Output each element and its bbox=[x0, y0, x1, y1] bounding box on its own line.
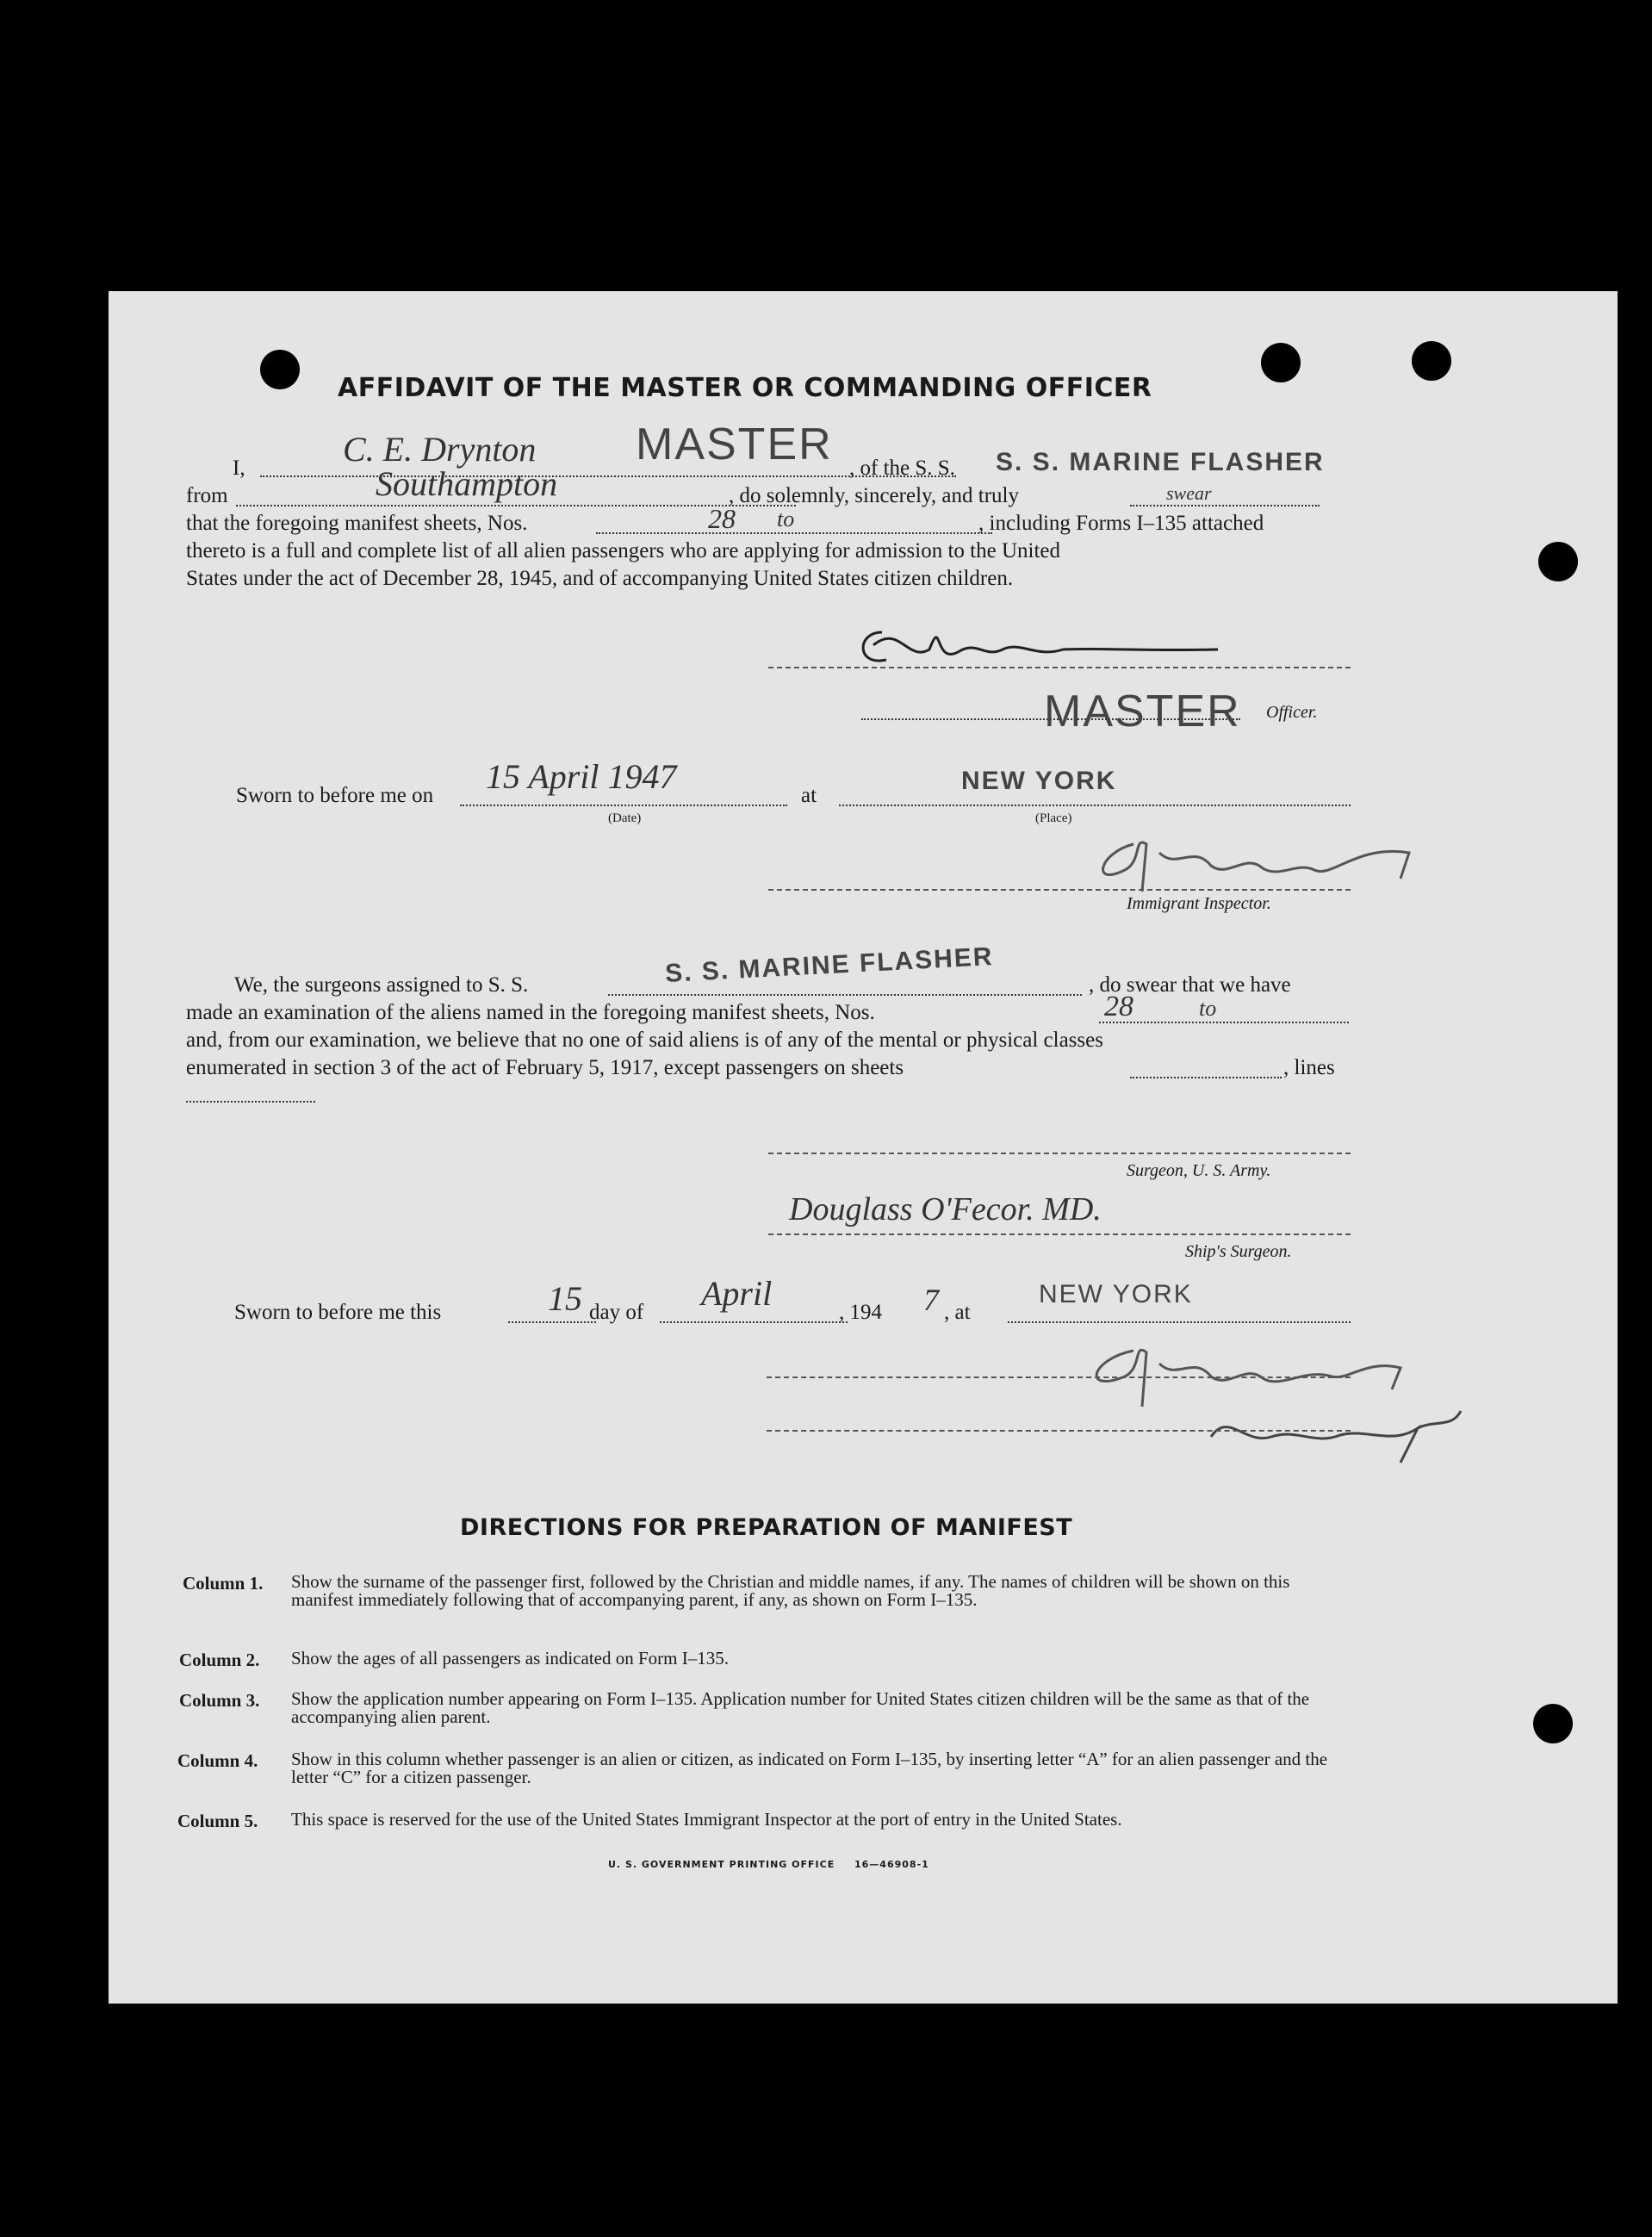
surgeons-line-4b: , lines bbox=[1283, 1056, 1335, 1079]
direction-text-3: Show the application number appearing on Form I–135. Application number for United States citizen children will be the same as that of the accompanying alien parent. bbox=[291, 1688, 1310, 1727]
place-stamp-2: NEW YORK bbox=[1039, 1280, 1193, 1308]
surgeons-line-1b: , do swear that we have bbox=[1089, 973, 1291, 997]
master-signature bbox=[848, 598, 1321, 675]
sworn-at-label-2: , at bbox=[944, 1301, 971, 1324]
sworn-date-line bbox=[460, 805, 787, 806]
direction-text-2: Show the ages of all passengers as indicated on Form I–135. bbox=[291, 1648, 729, 1668]
direction-text-5: This space is reserved for the use of the United States Immigrant Inspector at the port of entry in the United States. bbox=[291, 1809, 1122, 1830]
day-of-label: day of bbox=[589, 1301, 644, 1324]
surgeons-line-1a: We, the surgeons assigned to S. S. bbox=[234, 973, 529, 997]
surgeon-sheets-to: to bbox=[1199, 996, 1217, 1021]
punch-hole bbox=[1261, 343, 1301, 382]
officer-label: Officer. bbox=[1266, 703, 1318, 722]
lines-blank bbox=[186, 1101, 315, 1103]
officer-stamp: MASTER bbox=[1044, 687, 1241, 736]
of-ss-label: , of the S. S. bbox=[849, 457, 955, 480]
oath-line bbox=[1130, 505, 1320, 506]
direction-col-3: Column 3. bbox=[179, 1690, 260, 1711]
sheets-label: that the foregoing manifest sheets, Nos. bbox=[186, 512, 528, 535]
sheets-to: to bbox=[777, 506, 795, 531]
sworn-month-line bbox=[660, 1321, 848, 1323]
sworn-month-handwritten: April bbox=[701, 1274, 773, 1313]
sworn-signature-line-1 bbox=[767, 1376, 1351, 1378]
master-signature-line bbox=[768, 667, 1351, 668]
surgeon-ship-stamp: S. S. MARINE FLASHER bbox=[664, 942, 995, 988]
surgeons-line-3: and, from our examination, we believe that no one of said aliens is of any of the mental or physical classes bbox=[186, 1028, 1103, 1052]
surgeon-sheets-line bbox=[1099, 1022, 1349, 1023]
army-surgeon-line bbox=[768, 1153, 1351, 1154]
surgeon-sheets-from: 28 bbox=[1104, 991, 1133, 1022]
inspector-signature-line bbox=[768, 889, 1351, 891]
direction-text-1: Show the surname of the passenger first, followed by the Christian and middle names, if any. The names of children will be shown on this manifest immediately following that of accompanying parent, if any, as shown on Form I–135. bbox=[291, 1571, 1290, 1610]
surgeons-line-4a: enumerated in section 3 of the act of February 5, 1917, except passengers on sheets bbox=[186, 1056, 904, 1079]
punch-hole bbox=[260, 350, 300, 389]
sworn-day-handwritten: 15 bbox=[548, 1279, 582, 1318]
surgeon-ship-line bbox=[608, 994, 1082, 996]
from-port-handwritten: Southampton bbox=[376, 464, 558, 503]
sworn-date-handwritten: 15 April 1947 bbox=[486, 757, 677, 796]
oath-handwritten: swear bbox=[1166, 482, 1212, 504]
sworn-day-line bbox=[508, 1321, 596, 1323]
sheets-from: 28 bbox=[708, 503, 736, 534]
solemnly-label: , do solemnly, sincerely, and truly bbox=[729, 484, 1019, 507]
i-label: I, bbox=[233, 457, 245, 480]
punch-hole bbox=[1533, 1704, 1573, 1743]
ship-surgeon-label: Ship's Surgeon. bbox=[1185, 1242, 1292, 1261]
direction-col-2: Column 2. bbox=[179, 1650, 260, 1670]
year-label: , 194 bbox=[839, 1301, 882, 1324]
ship-stamp: S. S. MARINE FLASHER bbox=[996, 448, 1325, 476]
master-name-handwritten: C. E. Drynton bbox=[343, 430, 537, 469]
place-stamp: NEW YORK bbox=[961, 767, 1117, 795]
direction-col-5: Column 5. bbox=[177, 1811, 258, 1831]
date-caption: (Date) bbox=[608, 811, 642, 825]
affidavit-page bbox=[109, 291, 1618, 2004]
including-label: , including Forms I–135 attached bbox=[978, 512, 1264, 535]
sworn-place-line-2 bbox=[1008, 1321, 1351, 1323]
affidavit-line-5: States under the act of December 28, 1945, and of accompanying United States citizen children. bbox=[186, 567, 1014, 590]
printer-label: U. S. GOVERNMENT PRINTING OFFICE bbox=[608, 1859, 835, 1870]
direction-text-4: Show in this column whether passenger is an alien or citizen, as indicated on Form I–135, by inserting letter “A” for an alien passenger and the letter “C” for a citizen passenger. bbox=[291, 1749, 1328, 1787]
direction-col-4: Column 4. bbox=[177, 1750, 258, 1771]
from-label: from bbox=[186, 484, 228, 507]
master-stamp: MASTER bbox=[636, 419, 833, 469]
year-digit: 7 bbox=[923, 1283, 939, 1317]
punch-hole bbox=[1412, 341, 1451, 381]
army-surgeon-label: Surgeon, U. S. Army. bbox=[1127, 1161, 1271, 1180]
inspector-signature-2 bbox=[1073, 1325, 1521, 1471]
sworn-label: Sworn to before me on bbox=[236, 784, 434, 807]
form-code: 16—46908-1 bbox=[854, 1859, 929, 1870]
directions-title: DIRECTIONS FOR PREPARATION OF MANIFEST bbox=[460, 1514, 1073, 1541]
sheets-line bbox=[596, 532, 992, 534]
inspector-label: Immigrant Inspector. bbox=[1127, 894, 1271, 913]
page-title: AFFIDAVIT OF THE MASTER OR COMMANDING OFFICER bbox=[338, 373, 1152, 403]
ship-surgeon-signature: Douglass O'Fecor. MD. bbox=[789, 1191, 1102, 1227]
sworn-at-label: at bbox=[801, 784, 817, 807]
sworn-place-line bbox=[839, 805, 1351, 806]
direction-col-1: Column 1. bbox=[183, 1573, 264, 1594]
sworn-signature-line-2 bbox=[767, 1430, 1351, 1432]
affidavit-line-4: thereto is a full and complete list of all alien passengers who are applying for admission to the United bbox=[186, 539, 1061, 562]
except-sheets-line bbox=[1130, 1077, 1282, 1078]
place-caption: (Place) bbox=[1035, 811, 1072, 825]
sworn-this-label: Sworn to before me this bbox=[234, 1301, 442, 1324]
ship-surgeon-line bbox=[768, 1233, 1351, 1235]
punch-hole bbox=[1538, 542, 1578, 581]
surgeons-line-2a: made an examination of the aliens named in the foregoing manifest sheets, Nos. bbox=[186, 1001, 875, 1024]
inspector-signature bbox=[1082, 818, 1461, 904]
